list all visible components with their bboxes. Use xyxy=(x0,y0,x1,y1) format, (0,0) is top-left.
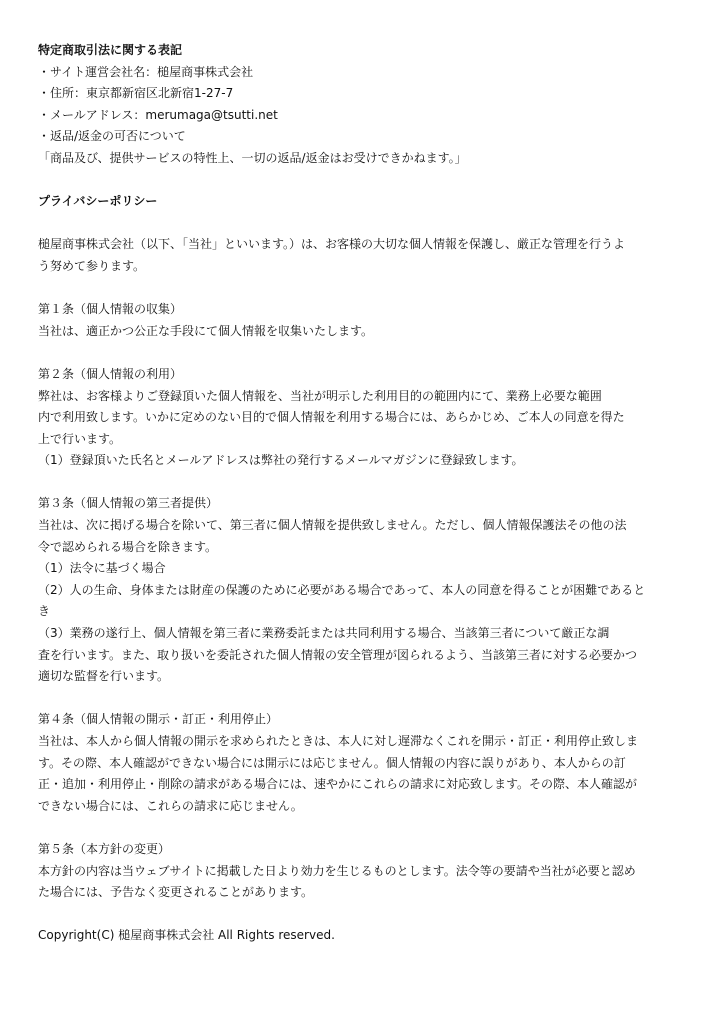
article-text-line: 当社は、次に掲げる場合を除いて、第三者に個人情報を提供致しません。ただし、個人情報保護法その他の法 xyxy=(38,518,627,533)
article-title: 第５条（本方針の変更） xyxy=(38,841,171,856)
company-email: ・メールアドレス：merumaga@tsutti.net xyxy=(38,107,278,122)
article-text-line: （3）業務の遂行上、個人情報を第三者に業務委託または共同利用する場合、当該第三者について厳正な調 xyxy=(38,626,610,641)
document-page xyxy=(38,40,690,947)
article-text-line: （1）登録頂いた氏名とメールアドレスは弊社の発行するメールマガジンに登録致します。 xyxy=(38,453,524,468)
spacer xyxy=(38,342,690,364)
spacer xyxy=(38,904,690,926)
legal-notice-section xyxy=(38,40,690,170)
article-2 xyxy=(38,364,690,472)
article-text-line: 正・追加・利用停止・削除の請求がある場合には、速やかにこれらの請求に対応致します。その際、本人確認が xyxy=(38,777,638,792)
privacy-intro-line: う努めて参ります。 xyxy=(38,258,146,273)
article-text-line: （1）法令に基づく場合 xyxy=(38,561,166,576)
article-text-line: できない場合には、これらの請求に応じません。 xyxy=(38,798,303,813)
article-text-line: 弊社は、お客様よりご登録頂いた個人情報を、当社が明示した利用目的の範囲内にて、業務上必要な範囲 xyxy=(38,388,602,403)
spacer xyxy=(38,688,690,710)
article-1 xyxy=(38,299,690,342)
privacy-policy-section xyxy=(38,191,690,904)
company-address: ・住所：東京都新宿区北新宿1-27-7 xyxy=(38,86,234,101)
article-text-line: 本方針の内容は当ウェブサイトに掲載した日より効力を生じるものとします。法令等の要請や当社が必要と認め xyxy=(38,863,636,878)
article-text-line: 当社は、本人から個人情報の開示を求められたときは、本人に対し遅滞なくこれを開示・訂正・利用停止致しま xyxy=(38,734,639,748)
article-text-line: （2）人の生命、身体または財産の保護のために必要がある場合であって、本人の同意を得ることが困難であると xyxy=(38,582,646,597)
article-4 xyxy=(38,709,690,817)
article-5 xyxy=(38,839,690,904)
article-title: 第２条（個人情報の利用） xyxy=(38,366,183,381)
article-title: 第３条（個人情報の第三者提供） xyxy=(38,496,219,511)
article-text-line: す。その際、本人確認ができない場合には開示には応じません。個人情報の内容に誤りがあり、本人からの訂 xyxy=(38,755,626,770)
spacer xyxy=(38,472,690,494)
spacer xyxy=(38,213,690,235)
spacer xyxy=(38,278,690,300)
privacy-policy-heading: プライバシーポリシー xyxy=(38,194,158,209)
article-text-line: 当社は、適正かつ公正な手段にて個人情報を収集いたします。 xyxy=(38,323,374,338)
article-3 xyxy=(38,493,690,687)
article-title: 第１条（個人情報の収集） xyxy=(38,302,183,317)
article-text-line: た場合には、予告なく変更されることがあります。 xyxy=(38,885,314,900)
article-text-line: 適切な監督を行います。 xyxy=(38,669,170,684)
article-text-line: 上で行います。 xyxy=(38,431,122,446)
article-title: 第４条（個人情報の開示・訂正・利用停止） xyxy=(38,712,279,727)
article-text-line: 令で認められる場合を除きます。 xyxy=(38,539,218,554)
legal-notice-heading: 特定商取引法に関する表記 xyxy=(38,43,183,57)
returns-text: 「商品及び、提供サービスの特性上、一切の返品/返金はお受けできかねます。」 xyxy=(38,150,467,165)
privacy-intro-line: 槌屋商事株式会社（以下、「当社」といいます。）は、お客様の大切な個人情報を保護し、厳正な管理を行うよ xyxy=(38,237,626,252)
company-name: ・サイト運営会社名：槌屋商事株式会社 xyxy=(38,64,254,79)
spacer xyxy=(38,817,690,839)
article-text-line: 査を行います。また、取り扱いを委託された個人情報の安全管理が図られるよう、当該第三者に対する必要かつ xyxy=(38,647,638,662)
article-text-line: き xyxy=(38,604,51,619)
spacer xyxy=(38,170,690,192)
article-text-line: 内で利用致します。いかに定めのない目的で個人情報を利用する場合には、あらかじめ、ご本人の同意を得た xyxy=(38,410,625,425)
returns-heading: ・返品/返金の可否について xyxy=(38,129,186,144)
copyright-text: Copyright(C) 槌屋商事株式会社 All Rights reserved. xyxy=(38,928,335,943)
